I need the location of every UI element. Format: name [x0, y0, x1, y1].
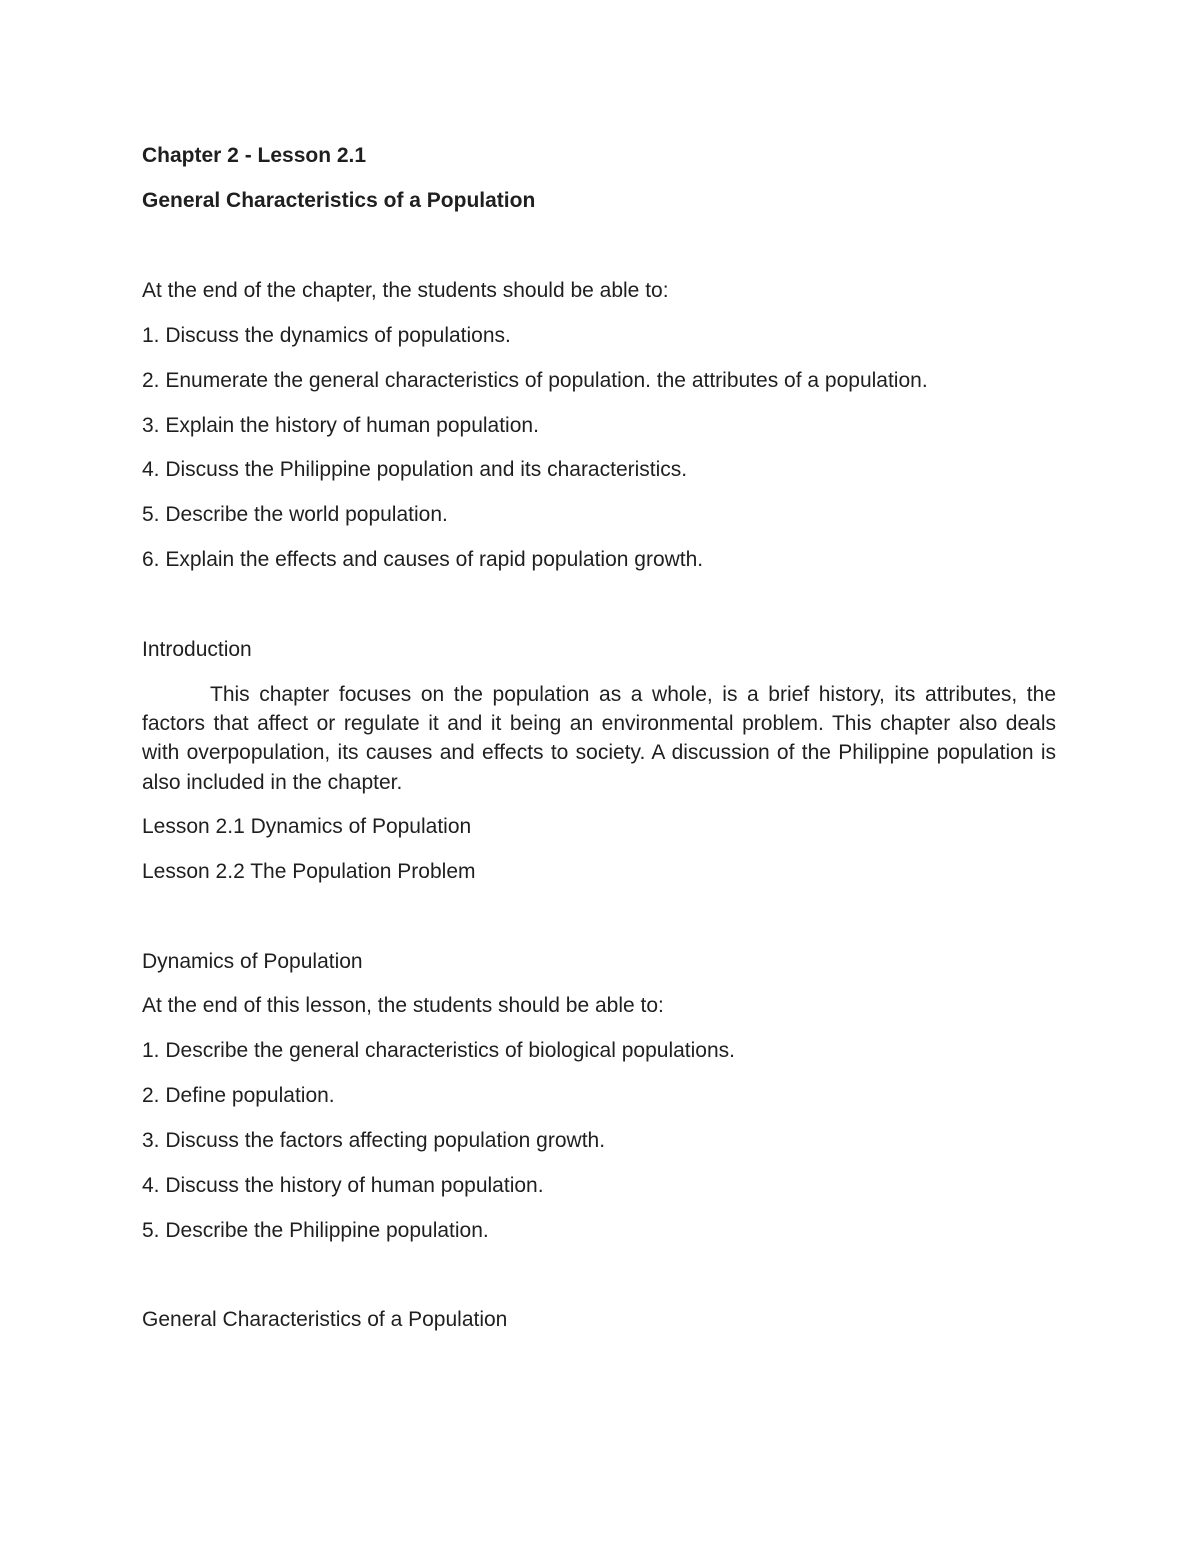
chapter-objective-item: 1. Discuss the dynamics of populations.	[142, 324, 511, 347]
dynamics-objective-item: 3. Discuss the factors affecting population growth.	[142, 1129, 606, 1152]
dynamics-objective-item: 5. Describe the Philippine population.	[142, 1219, 489, 1242]
dynamics-objectives-intro: At the end of this lesson, the students should be able to:	[142, 994, 664, 1017]
chapter-objective-item: 2. Enumerate the general characteristics of population. the attributes of a population.	[142, 369, 928, 392]
chapter-objective-item: 4. Discuss the Philippine population and its characteristics.	[142, 458, 688, 481]
chapter-objectives-intro: At the end of the chapter, the students should be able to:	[142, 279, 669, 302]
dynamics-objective-item: 1. Describe the general characteristics of biological populations.	[142, 1039, 735, 1062]
introduction-heading: Introduction	[142, 638, 252, 661]
dynamics-heading: Dynamics of Population	[142, 950, 363, 973]
introduction-paragraph: This chapter focuses on the population as a whole, is a brief history, its attributes, the factors that affect or regulate it and it being an environmental problem. This chapter also deals with overpopulation, its causes and effects to society. A discussion of the Philippine population is also included in the chapter.	[142, 683, 1056, 794]
section-heading: General Characteristics of a Population	[142, 1308, 508, 1331]
dynamics-objective-item: 4. Discuss the history of human population.	[142, 1174, 544, 1197]
chapter-objective-item: 5. Describe the world population.	[142, 503, 448, 526]
chapter-objective-item: 3. Explain the history of human population.	[142, 414, 539, 437]
lesson-list-item: Lesson 2.2 The Population Problem	[142, 860, 476, 883]
lesson-list-item: Lesson 2.1 Dynamics of Population	[142, 815, 472, 838]
dynamics-objective-item: 2. Define population.	[142, 1084, 335, 1107]
chapter-objective-item: 6. Explain the effects and causes of rapid population growth.	[142, 548, 704, 571]
chapter-subtitle: General Characteristics of a Population	[142, 189, 536, 212]
chapter-title: Chapter 2 - Lesson 2.1	[142, 144, 367, 167]
